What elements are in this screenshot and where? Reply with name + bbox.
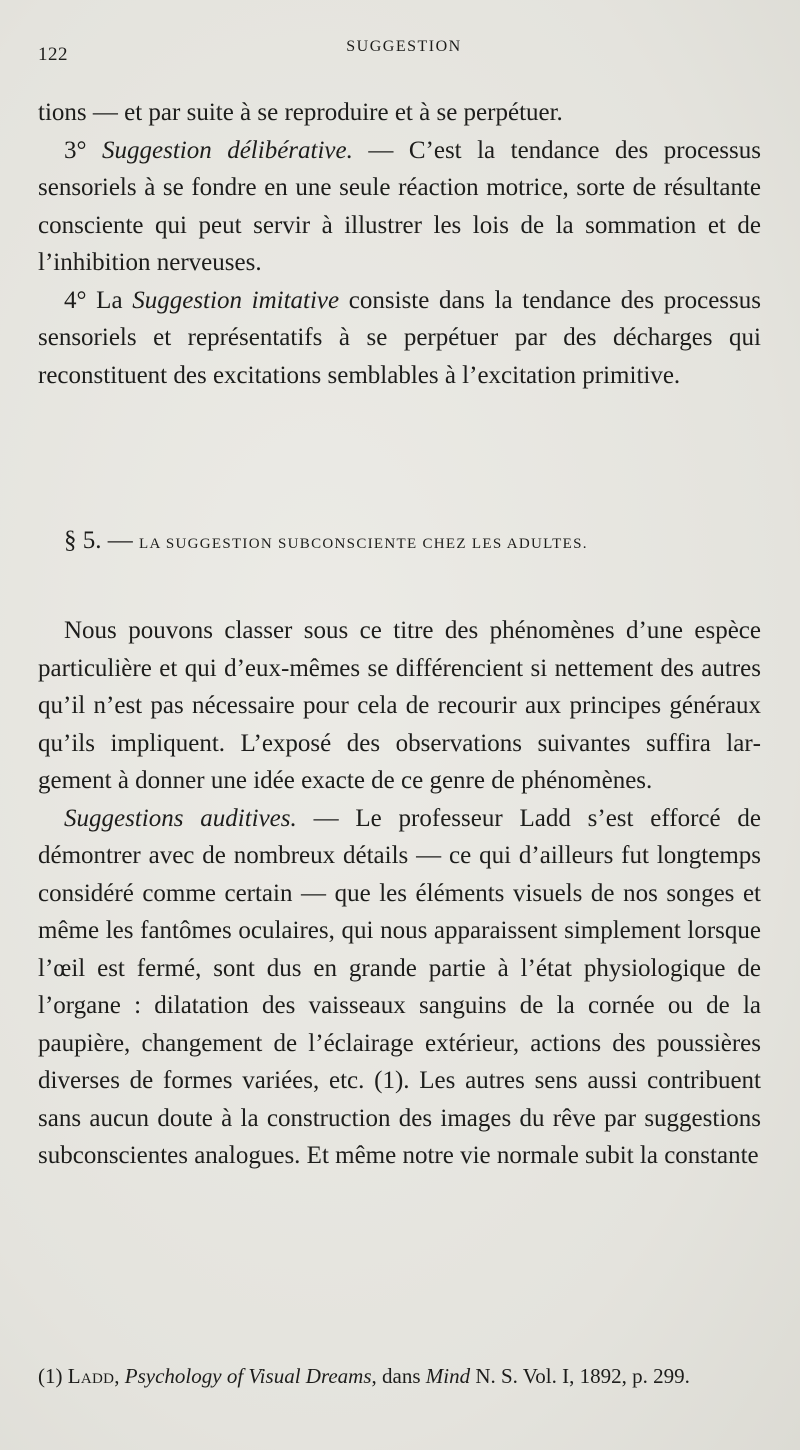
paragraph-text: tions — et par suite à se reproduire et à se perpétuer. [38, 99, 563, 126]
paragraph-suggestion-imitative [38, 282, 761, 395]
italic-term: Suggestion imitative [132, 286, 340, 314]
item-number: 3° [64, 136, 102, 164]
footnote-author: Ladd [67, 1364, 115, 1388]
paragraph-suggestions-auditives [38, 800, 761, 1175]
section-number: § 5. — [64, 527, 139, 554]
italic-term: Suggestions auditives. [64, 804, 297, 832]
footnote-separator: , [114, 1364, 125, 1388]
section-heading [64, 527, 764, 555]
section-title: LA SUGGESTION SUBCONSCIENTE CHEZ LES ADULTES. [139, 536, 588, 552]
top-text-block [38, 94, 761, 394]
italic-term: Suggestion délibérative. [102, 136, 353, 164]
paragraph-suggestion-deliberative [38, 132, 761, 282]
paragraph-text: consiste dans la tendance des processus sensoriels et représentatifs à se perpétuer par des décharges qui reconstituent des excitations semblables à l’excitation primitive. [38, 286, 761, 389]
item-number: 4° La [64, 286, 133, 314]
footnote-marker: (1) [38, 1364, 68, 1388]
footnote-reference: N. S. Vol. I, 1892, p. 299. [470, 1364, 690, 1388]
page-number: 122 [38, 44, 68, 65]
running-title: SUGGESTION [346, 38, 462, 55]
paragraph-text: — C’est la tendance des processus sensoriels à se fondre en une seule réaction motrice, sorte de résultante consciente qui peut servir à illustrer les lois de la sommation et de l’inhibition nerveuses. [38, 136, 761, 276]
page-header [38, 38, 760, 68]
footnote-work-title: Psychology of Visual Dreams [124, 1364, 372, 1388]
paragraph [38, 612, 761, 800]
paragraph-text: Nous pouvons classer sous ce titre des phénomènes d’une espèce particulière et qui d’eux-mêmes se différencient si nettement des autres qu’il n’est pas nécessaire pour cela de recourir aux principes généraux qu’ils impliquent. L’exposé des observations suivantes suffira largement à donner une idée exacte de ce genre de phénomènes. [38, 617, 761, 794]
body-text-block [38, 612, 761, 1175]
footnote-journal: Mind [425, 1364, 471, 1388]
paragraph [38, 94, 761, 132]
footnote [38, 1362, 761, 1391]
footnote-text: , dans [371, 1364, 426, 1388]
paragraph-text: — Le professeur Ladd s’est efforcé de démontrer avec de nombreux détails — ce qui d’ailleurs fut longtemps considéré comme certain — que les éléments visuels de nos songes et même les fantômes oculaires, qui nous apparaissent simplement lorsque l’œil est fermé, sont dus en grande partie à l’état physiologique de l’organe : dilatation des vaisseaux sanguins de la cornée ou de la paupière, changement de l’éclairage extérieur, actions des poussières diverses de formes variées, etc. (1). Les autres sens aussi contribuent sans aucun doute à la construction des images du rêve par suggestions subconscientes analogues. Et même notre vie normale subit la constante [38, 804, 761, 1169]
